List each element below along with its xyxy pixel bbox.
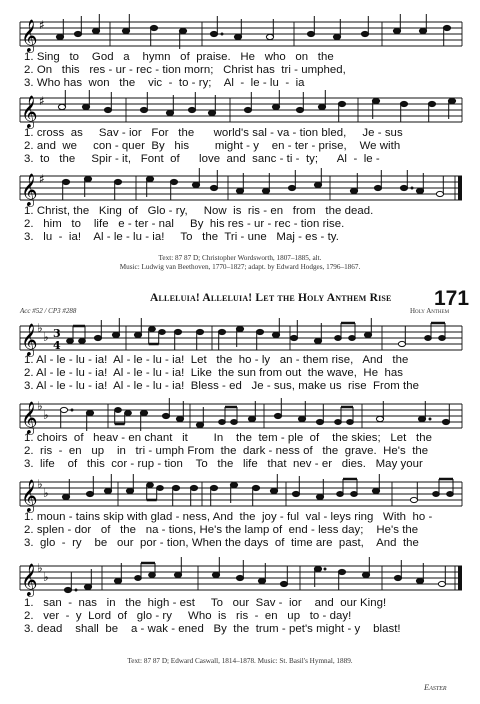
- music-staff: [0, 396, 480, 436]
- music-system-171-4: [0, 556, 480, 650]
- lyric-verse-2: 2. and we con - quer By his might - y en - ter - prise, We with: [24, 140, 401, 152]
- lyric-verse-1: 1. Al - le - lu - ia! Al - le - lu - ia! Let the ho - ly an - them rise, And the: [24, 354, 409, 366]
- hymn-number: 171: [434, 287, 470, 310]
- music-system-171-1: [0, 318, 480, 392]
- lyric-verse-2: 2. him to life e - ter - nal By his res - ur - rec - tion rise.: [24, 218, 345, 230]
- lyric-verse-1: 1. Christ, the King of Glo - ry, Now is ris - en from the dead.: [24, 205, 374, 217]
- sharp-icon: ♯: [39, 18, 45, 32]
- lyric-verse-3: 3. Al - le - lu - ia! Al - le - lu - ia! Bless - ed Je - sus, make us rise From the: [24, 380, 420, 392]
- lyric-verse-3: 3. glo - ry be our por - tion, When the days of time are past, And the: [24, 537, 419, 549]
- hymn-171-credits: [0, 657, 480, 666]
- flat-icon: ♭: [37, 561, 43, 575]
- treble-clef-icon: 𝄞: [21, 563, 38, 596]
- music-system-upper-1: [0, 14, 480, 89]
- lyric-verse-2: 2. ris - en up in tri - umph From the dark - ness of the grave. He's the: [24, 445, 429, 457]
- final-barline: [458, 566, 462, 590]
- lyric-verse-2: 2. ver - y Lord of glo - ry Who is ris - en up to - day!: [24, 610, 352, 622]
- lyric-verse-1: 1. Sing to God a hymn of praise. He who on the: [24, 51, 334, 63]
- sharp-icon: ♯: [39, 172, 45, 186]
- flat-icon: ♭: [37, 399, 43, 413]
- treble-clef-icon: 𝄞: [21, 95, 38, 128]
- time-signature-top: 3: [53, 327, 61, 340]
- lyric-verse-1: 1. moun - tains skip with glad - ness, And the joy - ful val - leys ring With ho -: [24, 511, 433, 523]
- flat-icon: ♭: [43, 408, 49, 422]
- music-staff: [0, 318, 480, 358]
- music-system-upper-3: [0, 168, 480, 248]
- music-staff: [0, 90, 480, 130]
- hymn-references: Acc #52 / CP3 #288: [20, 307, 77, 315]
- lyric-verse-1: 1. cross as Sav - ior For the world's sal - va - tion bled, Je - sus: [24, 127, 403, 139]
- treble-clef-icon: 𝄞: [21, 173, 38, 206]
- lyric-verse-2: 2. Al - le - lu - ia! Al - le - lu - ia! Like the sun from out the wave, He has: [24, 367, 404, 379]
- flat-icon: ♭: [43, 486, 49, 500]
- flat-icon: ♭: [37, 321, 43, 335]
- music-staff: [0, 474, 480, 514]
- liturgical-season-footer: Easter: [424, 682, 447, 692]
- time-signature-bottom: 4: [53, 339, 61, 352]
- lyric-verse-3: 3. life of this cor - rup - tion To the life that nev - er dies. May your: [24, 458, 423, 470]
- credit-text: Text: 87 87 D; Christopher Wordsworth, 1807–1885, alt.: [158, 254, 322, 262]
- music-system-171-3: [0, 474, 480, 549]
- hymn-upper-credits: [0, 254, 480, 272]
- lyric-verse-2: 2. On this res - ur - rec - tion morn; Christ has tri - umphed,: [24, 64, 346, 76]
- lyric-verse-1: 1. choirs of heav - en chant it In the tem - ple of the skies; Let the: [24, 432, 432, 444]
- credit-music: Music: Ludwig van Beethoven, 1770–1827; adapt. by Edward Hodges, 1796–1867.: [119, 263, 361, 271]
- flat-icon: ♭: [43, 570, 49, 584]
- lyric-verse-1: 1. san - nas in the high - est To our Sav - ior and our King!: [24, 597, 387, 609]
- treble-clef-icon: 𝄞: [21, 323, 38, 356]
- lyric-verse-3: 3. Who has won the vic - to - ry; Al - le - lu - ia: [24, 77, 305, 89]
- music-system-upper-2: [0, 90, 480, 165]
- tune-name: Holy Anthem: [410, 307, 450, 315]
- final-barline: [458, 176, 462, 200]
- lyric-verse-3: 3. lu - ia! Al - le - lu - ia! To the Tri - une Maj - es - ty.: [24, 231, 339, 243]
- music-staff: [0, 14, 480, 54]
- flat-icon: ♭: [43, 330, 49, 344]
- treble-clef-icon: 𝄞: [21, 401, 38, 434]
- music-staff: [0, 556, 480, 600]
- music-system-171-2: [0, 396, 480, 470]
- lyric-verse-3: 3. to the Spir - it, Font of love and sanc - ti - ty; Al - le -: [24, 153, 380, 165]
- music-staff: [0, 168, 480, 208]
- lyric-verse-2: 2. splen - dor of the na - tions, He's the lamp of end - less day; He's the: [24, 524, 419, 536]
- lyric-verse-3: 3. dead shall be a - wak - ened By the trum - pet's might - y blast!: [24, 623, 401, 635]
- flat-icon: ♭: [37, 477, 43, 491]
- treble-clef-icon: 𝄞: [21, 19, 38, 52]
- treble-clef-icon: 𝄞: [21, 479, 38, 512]
- sharp-icon: ♯: [39, 94, 45, 108]
- credit-text-music: Text: 87 87 D; Edward Caswall, 1814–1878. Music: St. Basil's Hymnal, 1889.: [127, 657, 353, 665]
- hymn-title: Alleluia! Alleluia! Let the Holy Anthem Rise: [150, 292, 392, 304]
